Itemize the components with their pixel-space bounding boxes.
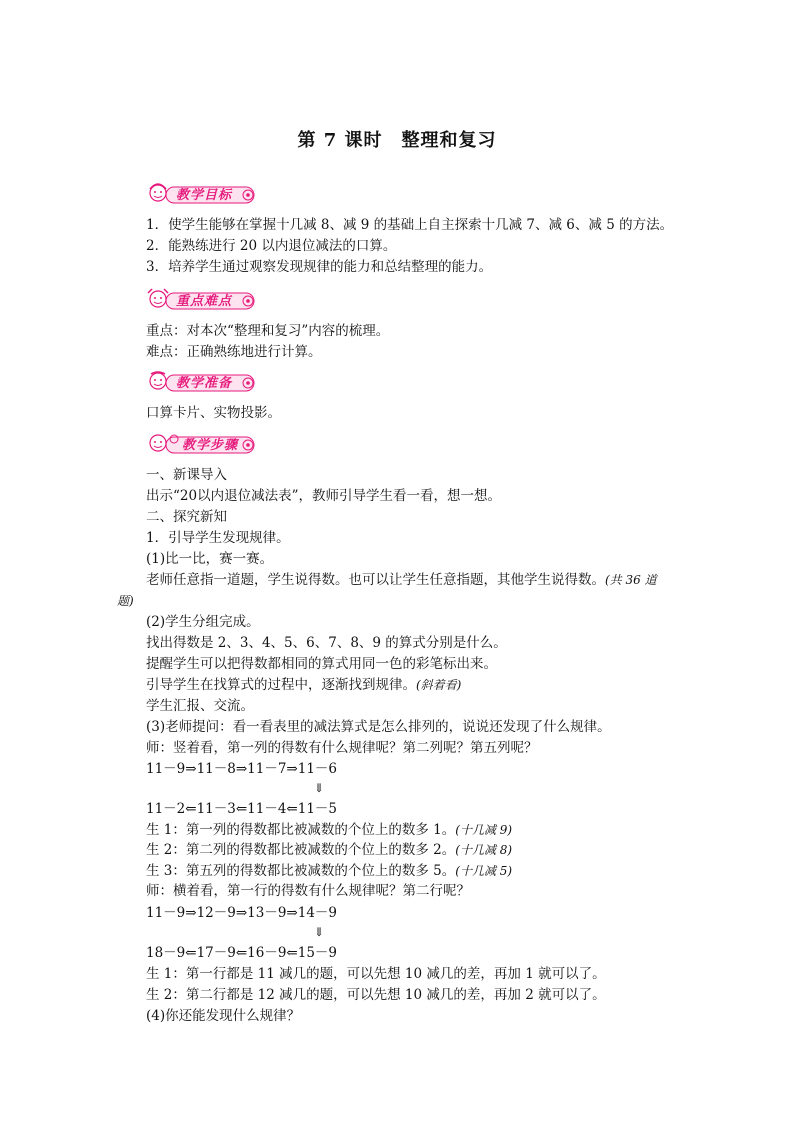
equation-chain: 18－9⇐17－9⇐16－9⇐15－9 (146, 945, 338, 961)
down-arrow-icon: ⇓ (314, 925, 325, 939)
section-badge-preparation (146, 369, 258, 395)
equation-chain: 11－2⇐11－3⇐11－4⇐11－5 (146, 801, 338, 817)
step-line: 一、新课导入 (146, 467, 227, 483)
section-title-preparation: 教学准备 (176, 376, 233, 391)
section-badge-key-points (146, 287, 258, 313)
step-line: 生 2：第二行都是 12 减几的题，可以先想 10 减几的差，再加 2 就可以了。 (146, 987, 606, 1003)
step-text: 生 3：第五列的得数都比被减数的个位上的数多 5。 (146, 863, 456, 879)
equation-chain: 11－9⇒12－9⇒13－9⇒14－9 (146, 905, 338, 921)
section-title-key-points: 重点难点 (176, 294, 233, 309)
step-line (146, 861, 512, 881)
step-line (146, 570, 657, 590)
section-badge-steps (146, 431, 258, 457)
step-line: 1．引导学生发现规律。 (146, 530, 290, 546)
step-note: (斜着看) (416, 678, 462, 692)
step-line: 二、探究新知 (146, 509, 227, 525)
equation-chain: 11－9⇒11－8⇒11－7⇒11－6 (146, 761, 338, 777)
step-line: 学生汇报、交流。 (146, 698, 254, 714)
step-line: 师：竖着看，第一列的得数有什么规律呢？第二列呢？第五列呢？ (146, 740, 538, 756)
step-note: 题) (117, 594, 134, 608)
section-title-steps: 教学步骤 (182, 438, 239, 453)
step-note: (共 36 道 (605, 573, 657, 587)
step-note: (十几减 8) (455, 843, 513, 857)
step-line: 生 1：第一行都是 11 减几的题，可以先想 10 减几的差，再加 1 就可以了。 (146, 966, 606, 982)
step-text: 引导学生在找算式的过程中，逐渐找到规律。 (146, 677, 416, 693)
step-text: 老师任意指一道题，学生说得数。也可以让学生任意指题，其他学生说得数。 (146, 572, 605, 588)
step-line (146, 820, 512, 840)
step-text: 生 1：第一列的得数都比被减数的个位上的数多 1。 (146, 822, 456, 838)
step-line (146, 840, 512, 860)
step-note: (十几减 5) (455, 864, 513, 878)
step-line: (2)学生分组完成。 (146, 614, 260, 630)
goal-item: 3．培养学生通过观察发现规律的能力和总结整理的能力。 (146, 259, 493, 275)
step-line: 提醒学生可以把得数都相同的算式用同一色的彩笔标出来。 (146, 656, 497, 672)
key-point-item: 重点：对本次“整理和复习”内容的梳理。 (146, 323, 390, 339)
step-line: 出示“20以内退位减法表”，教师引导学生看一看，想一想。 (146, 488, 501, 504)
goal-item: 1．使学生能够在掌握十几减 8、减 9 的基础上自主探索十几减 7、减 6、减 5 的方法。 (146, 217, 674, 233)
goal-item: 2．能熟练进行 20 以内退位减法的口算。 (146, 238, 397, 254)
section-badge-goals (146, 181, 258, 207)
step-line: 找出得数是 2、3、4、5、6、7、8、9 的算式分别是什么。 (146, 635, 507, 651)
step-line: (3)老师提问：看一看表里的减法算式是怎么排列的，说说还发现了什么规律。 (146, 719, 611, 735)
step-note: (十几减 9) (455, 823, 513, 837)
step-line: 师：横着看，第一行的得数有什么规律呢？第二行呢？ (146, 883, 470, 899)
step-text: 生 2：第二列的得数都比被减数的个位上的数多 2。 (146, 842, 456, 858)
preparation-text: 口算卡片、实物投影。 (146, 405, 281, 421)
lesson-title: 第 7 课时 整理和复习 (297, 130, 497, 151)
key-point-item: 难点：正确熟练地进行计算。 (146, 344, 322, 360)
step-line: (4)你还能发现什么规律？ (146, 1008, 301, 1024)
step-line: (1)比一比，赛一赛。 (146, 551, 274, 567)
section-title-goals: 教学目标 (176, 188, 233, 203)
step-line (146, 675, 461, 695)
down-arrow-icon: ⇓ (314, 781, 325, 795)
